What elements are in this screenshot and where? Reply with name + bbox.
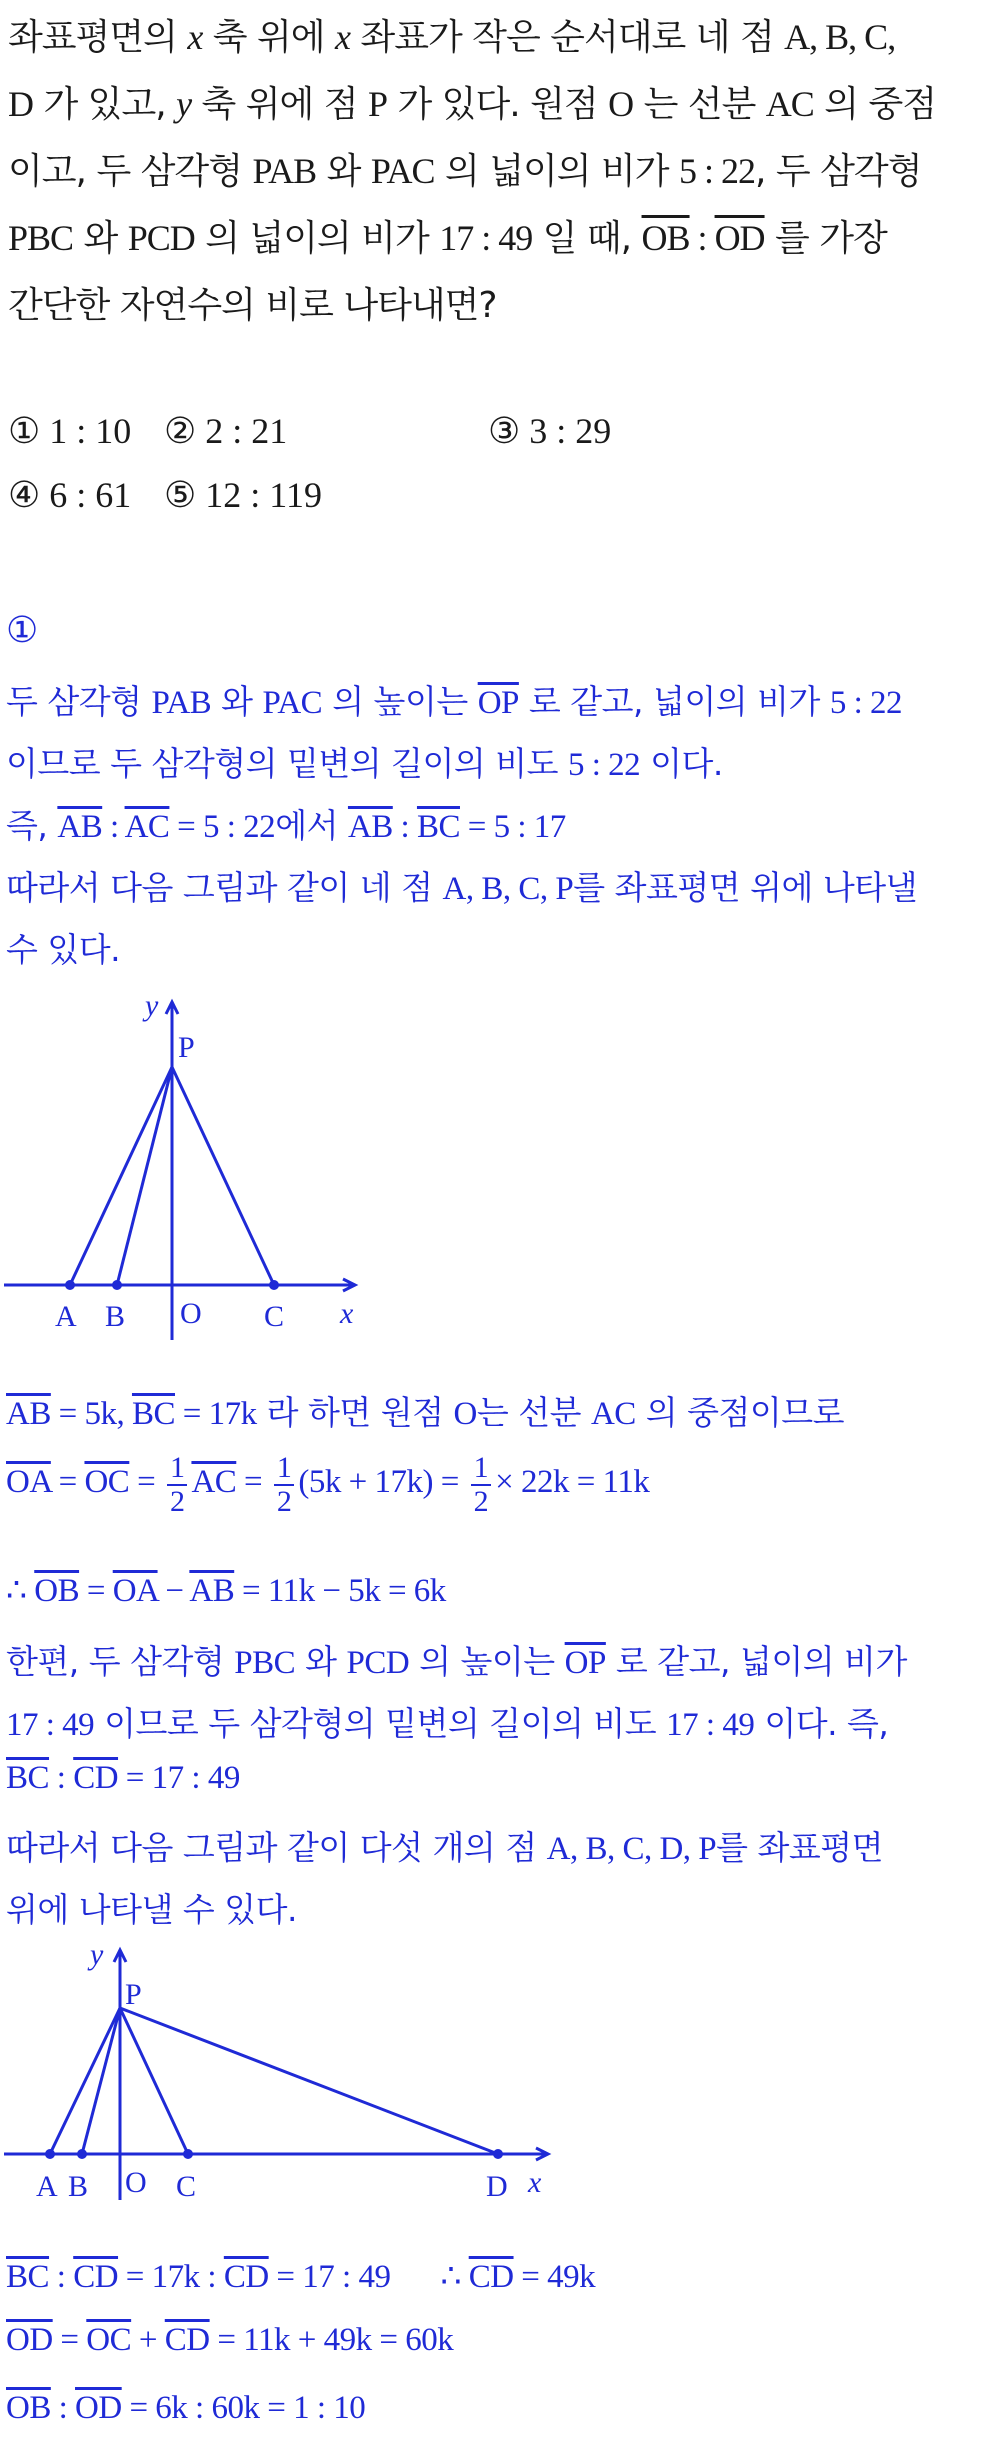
question-line-4: [8, 205, 986, 272]
s-math: O: [453, 1396, 477, 1432]
fraction-denominator: 2: [169, 1484, 185, 1518]
fraction-half: [471, 1452, 492, 1517]
label-B: B: [68, 2170, 89, 2203]
label-B: B: [105, 1300, 126, 1333]
q-text: 의 넓이의 비가: [434, 151, 680, 192]
q-math: PCD: [127, 218, 195, 258]
s-segment: $\overline{AC}$: [191, 1464, 237, 1501]
choice-1[interactable]: ① 1 : 10: [8, 411, 132, 451]
s-math: = 11k + 49k = 60k: [209, 2322, 454, 2358]
solution-line-4: [6, 862, 917, 909]
segment-PB: [82, 2008, 120, 2154]
solution-line-11: [6, 1760, 240, 1797]
q-text: 는 선분: [633, 84, 766, 125]
solution-line-16: [6, 2390, 365, 2427]
label-O: O: [180, 1297, 202, 1330]
point-D: [493, 2149, 503, 2159]
q-math: A, B, C,: [784, 17, 896, 57]
q-math: 17 : 49: [439, 218, 533, 258]
s-segment: $\overline{OP}$: [477, 685, 519, 721]
s-math: :: [50, 2390, 76, 2426]
s-text: 를 좌표평면 위에 나타낼: [573, 868, 917, 907]
s-math: :: [102, 809, 125, 845]
s-math: ∴: [6, 1573, 35, 1609]
q-text: 와: [316, 151, 371, 192]
q-text: 가 있다. 원점: [387, 84, 609, 125]
s-math: × 22k = 11k: [495, 1464, 650, 1501]
figure-1-coordinate-plane: [0, 990, 400, 1360]
label-P: P: [125, 1978, 142, 2011]
q-text: 축 위에: [202, 17, 335, 58]
q-text: 좌표가 작은 순서대로 네 점: [349, 17, 785, 58]
question-line-1: [8, 4, 986, 71]
q-text: 의 넓이의 비가: [194, 218, 440, 259]
s-segment: $\overline{AB}$: [6, 1396, 51, 1432]
s-text: 를 좌표평면: [716, 1828, 884, 1867]
s-math: :: [392, 809, 417, 845]
q-segment: $\overline{OB}$: [641, 218, 690, 258]
s-text: 로 같고, 넓이의 비가: [518, 682, 830, 721]
s-segment: $\overline{CD}$: [73, 2259, 119, 2295]
s-text: 한편, 두 삼각형: [6, 1642, 235, 1681]
point-C: [269, 1280, 279, 1290]
s-segment: $\overline{CD}$: [73, 1760, 119, 1796]
s-segment: $\overline{OB}$: [6, 2390, 51, 2426]
q-math: PBC: [8, 218, 74, 258]
q-text: 가 있고,: [33, 84, 177, 125]
s-text: 따라서 다음 그림과 같이 네 점: [6, 868, 443, 907]
q-text: 의 중점: [813, 84, 937, 125]
solution-line-3: [6, 800, 566, 847]
label-A: A: [36, 2170, 58, 2203]
fraction-half: [274, 1452, 295, 1517]
q-text: 좌표평면의: [8, 17, 188, 58]
s-segment: $\overline{OA}$: [6, 1464, 51, 1501]
s-segment: $\overline{OC}$: [84, 1464, 130, 1501]
s-math: =: [129, 1464, 163, 1501]
s-segment: $\overline{OP}$: [564, 1645, 606, 1681]
choice-5[interactable]: ⑤ 12 : 119: [164, 475, 322, 515]
s-segment: $\overline{BC}$: [6, 2259, 50, 2295]
segment-PA: [70, 1067, 172, 1285]
s-segment: $\overline{AC}$: [124, 809, 170, 845]
label-y: y: [145, 990, 159, 1022]
segment-PC: [172, 1067, 274, 1285]
fraction-denominator: 2: [276, 1484, 292, 1518]
fraction-denominator: 2: [473, 1484, 489, 1518]
q-text: 를 가장: [764, 218, 887, 259]
s-math: 5 : 22: [829, 685, 903, 721]
point-B: [112, 1280, 122, 1290]
s-segment: $\overline{OB}$: [34, 1573, 80, 1609]
s-text: 따라서 다음 그림과 같이 다섯 개의 점: [6, 1828, 547, 1867]
fraction-numerator: 1: [167, 1452, 188, 1486]
s-math: 17 : 49: [6, 1707, 95, 1743]
s-math: = 6k : 60k = 1 : 10: [121, 2390, 366, 2426]
question-line-2: [8, 71, 986, 138]
s-math: ∴: [440, 2259, 469, 2295]
choice-2[interactable]: ② 2 : 21: [164, 411, 288, 451]
s-text: 이므로 두 삼각형의 밑변의 길이의 비도: [94, 1704, 667, 1743]
solution-line-10: [6, 1698, 888, 1745]
question-line-3: [8, 138, 986, 205]
question-line-5: 간단한 자연수의 비로 나타내면?: [8, 285, 497, 326]
s-math: PBC: [234, 1645, 296, 1681]
s-text: 에서: [275, 806, 348, 845]
choice-4[interactable]: ④ 6 : 61: [8, 475, 132, 515]
solution-line-13: 위에 나타낼 수 있다.: [6, 1890, 297, 1929]
label-x: x: [528, 2166, 542, 2199]
label-D: D: [486, 2170, 508, 2203]
s-math: =: [236, 1464, 270, 1501]
s-math: = 5 : 22: [169, 809, 276, 845]
fraction-numerator: 1: [274, 1452, 295, 1486]
q-math: PAC: [370, 151, 435, 191]
q-math: PAB: [252, 151, 317, 191]
s-math: = 5 : 17: [459, 809, 566, 845]
q-text: 축 위에 점: [191, 84, 368, 125]
s-math: PAB: [151, 685, 212, 721]
solution-line-9: [6, 1636, 907, 1683]
label-O: O: [125, 2166, 147, 2199]
s-segment: $\overline{AB}$: [57, 809, 103, 845]
solution-line-8: [6, 1570, 446, 1610]
s-math: 5 : 22: [568, 747, 641, 783]
q-math: O: [608, 84, 634, 124]
s-segment: $\overline{CD}$: [223, 2259, 269, 2295]
label-C: C: [264, 1300, 285, 1333]
s-math: PCD: [346, 1645, 410, 1681]
s-math: = 11k − 5k = 6k: [234, 1573, 446, 1609]
point-A: [65, 1280, 75, 1290]
s-math: = 17k :: [118, 2259, 224, 2295]
q-text: 일 때,: [532, 218, 642, 259]
s-segment: $\overline{CD}$: [468, 2259, 514, 2295]
point-C: [183, 2149, 193, 2159]
s-math: A, B, C, P: [442, 871, 574, 907]
choice-3[interactable]: ③ 3 : 29: [488, 411, 612, 451]
s-text: 의 높이는: [322, 682, 478, 721]
q-math: P: [367, 84, 388, 124]
s-math: (5k + 17k) =: [298, 1464, 467, 1501]
q-text: , 두 삼각형: [755, 151, 922, 192]
figure-2-coordinate-plane: [0, 1940, 600, 2220]
s-math: −: [157, 1573, 190, 1609]
solution-line-6: [6, 1387, 844, 1434]
solution-line-12: [6, 1822, 883, 1869]
s-text: 는 선분: [476, 1393, 591, 1432]
s-math: +: [131, 2322, 165, 2358]
s-segment: $\overline{AB}$: [347, 809, 393, 845]
s-text: 의 중점이므로: [635, 1393, 845, 1432]
label-x: x: [340, 1297, 354, 1330]
s-text: 두 삼각형: [6, 682, 152, 721]
solution-line-2: [6, 738, 723, 785]
s-math: =: [79, 1573, 113, 1609]
label-C: C: [176, 2170, 197, 2203]
s-segment: $\overline{AB}$: [189, 1573, 235, 1609]
s-math: = 5k,: [50, 1396, 132, 1432]
s-segment: $\overline{BC}$: [131, 1396, 175, 1432]
label-A: A: [55, 1300, 77, 1333]
point-B: [77, 2149, 87, 2159]
fraction-numerator: 1: [471, 1452, 492, 1486]
s-math: = 17 : 49: [268, 2259, 391, 2295]
point-A: [45, 2149, 55, 2159]
s-text: 즉,: [6, 806, 58, 845]
segment-PB: [117, 1067, 172, 1285]
s-math: 17 : 49: [666, 1707, 755, 1743]
q-text: 이고, 두 삼각형: [8, 151, 253, 192]
s-math: A, B, C, D, P: [546, 1831, 717, 1867]
s-text: 로 같고, 넓이의 비가: [605, 1642, 907, 1681]
s-text: 라 하면 원점: [256, 1393, 454, 1432]
s-segment: $\overline{OD}$: [6, 2322, 53, 2358]
q-math: x: [187, 17, 203, 57]
q-segment: $\overline{OD}$: [714, 218, 765, 258]
label-y: y: [90, 1940, 104, 1971]
s-math: = 17 : 49: [118, 1760, 240, 1796]
s-segment: $\overline{BC}$: [6, 1760, 50, 1796]
label-P: P: [178, 1031, 195, 1064]
s-math: =: [50, 1464, 85, 1501]
s-text: 이므로 두 삼각형의 밑변의 길이의 비도: [6, 744, 568, 783]
s-segment: $\overline{OC}$: [86, 2322, 132, 2358]
q-math: y: [176, 84, 192, 124]
solution-line-14: [6, 2256, 595, 2296]
question-text: [8, 4, 986, 339]
q-math: :: [689, 218, 715, 258]
s-text: 이다.: [640, 744, 723, 783]
s-math: :: [49, 2259, 74, 2295]
s-math: = 49k: [513, 2259, 596, 2295]
s-math: =: [52, 2322, 87, 2358]
s-segment: $\overline{CD}$: [164, 2322, 210, 2358]
solution-line-1: [6, 676, 902, 723]
q-math: 5 : 22: [679, 151, 756, 191]
fraction-half: [167, 1452, 188, 1517]
q-text: 와: [73, 218, 128, 259]
s-math: :: [49, 1760, 74, 1796]
s-segment: $\overline{BC}$: [416, 809, 460, 845]
answer-mark: ①: [6, 610, 38, 651]
s-math: = 17k: [175, 1396, 257, 1432]
s-text: 와: [211, 682, 263, 721]
q-math: AC: [765, 84, 814, 124]
solution-line-15: [6, 2322, 453, 2359]
solution-line-7: [6, 1452, 649, 1517]
s-text: 이다. 즉,: [754, 1704, 889, 1743]
solution-line-5: 수 있다.: [6, 930, 121, 969]
s-math: AC: [590, 1396, 636, 1432]
s-text: 의 높이는: [409, 1642, 565, 1681]
segment-PA: [50, 2008, 120, 2154]
s-segment: $\overline{OA}$: [112, 1573, 158, 1609]
q-math: D: [8, 84, 33, 124]
s-segment: $\overline{OD}$: [75, 2390, 122, 2426]
q-math: x: [334, 17, 350, 57]
s-math: PAC: [262, 685, 323, 721]
s-text: 와: [295, 1642, 347, 1681]
